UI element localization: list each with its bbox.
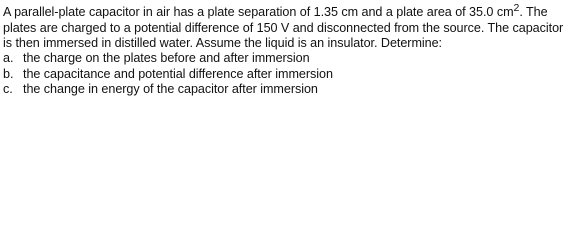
question-part-b <box>3 67 569 82</box>
problem-intro <box>3 1 569 51</box>
question-parts-list <box>3 51 569 97</box>
part-b-text: the capacitance and potential difference after immersion <box>23 66 333 81</box>
intro-text-after-exponent: . The plates are charged to a potential difference of 150 V and disconnected from the source. The capacitor is then immersed in distilled water. Assume the liquid is an insulator. Determine: <box>3 5 564 50</box>
part-a-letter: a. <box>3 51 14 66</box>
question-part-c <box>3 82 569 97</box>
part-c-text: the change in energy of the capacitor after immersion <box>23 82 318 97</box>
area-exponent: 2 <box>513 2 520 14</box>
problem-statement <box>3 1 569 98</box>
intro-text-before-exponent: A parallel-plate capacitor in air has a plate separation of 1.35 cm and a plate area of 35.0 cm <box>3 5 514 20</box>
part-a-text: the charge on the plates before and after immersion <box>23 51 310 66</box>
question-part-a <box>3 51 569 66</box>
part-c-letter: c. <box>3 82 13 97</box>
part-b-letter: b. <box>3 66 14 81</box>
